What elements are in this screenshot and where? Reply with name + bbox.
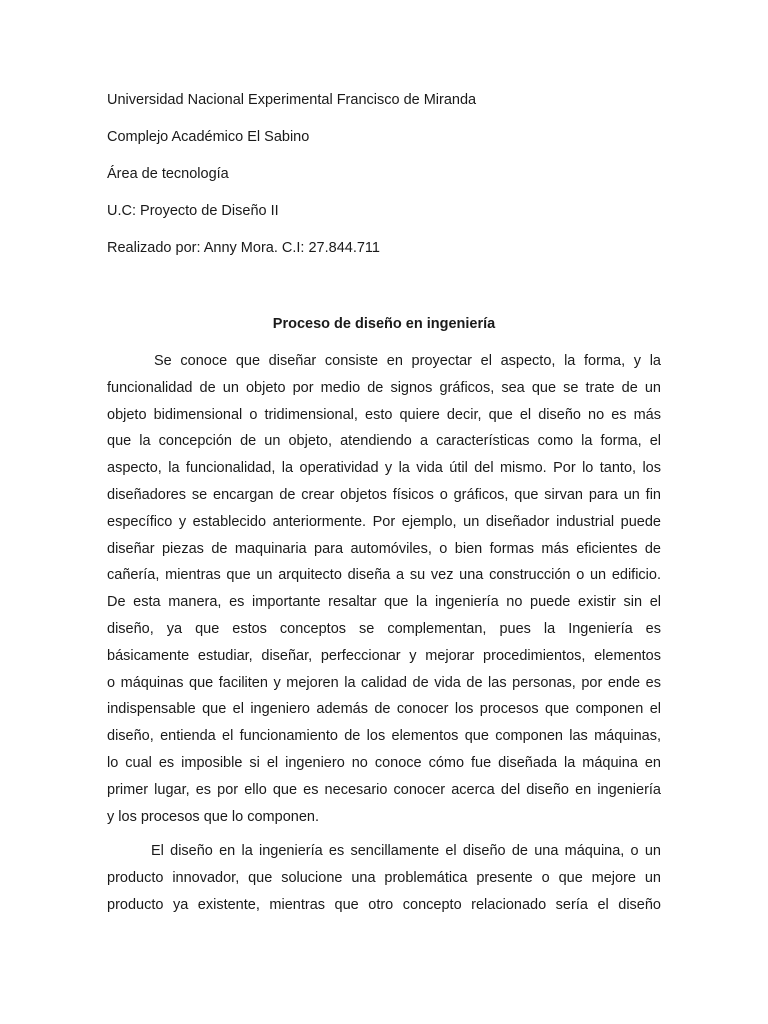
document-header — [107, 90, 667, 275]
academic-complex: Complejo Académico El Sabino — [107, 129, 310, 145]
author-line: Realizado por: Anny Mora. C.I: 27.844.711 — [107, 240, 380, 256]
text-line: específico y establecido anteriormente. Por ejemplo, un diseñador industrial puede — [107, 513, 661, 530]
text-line: producto innovador, que solucione una problemática presente o que mejore un — [107, 870, 661, 887]
text-line: diseñadores se encargan de crear objetos físicos o gráficos, que sirvan para un fin — [107, 486, 661, 503]
paragraph-1 — [107, 348, 661, 830]
text-line: producto ya existente, mientras que otro concepto relacionado sería el diseño — [107, 896, 661, 913]
text-line: que la concepción de un objeto, atendiendo a características como la forma, el — [107, 433, 661, 450]
university-name: Universidad Nacional Experimental Francisco de Miranda — [107, 92, 477, 108]
text-line: cañería, mientras que un arquitecto diseña a su vez una construcción o un edificio. — [107, 567, 661, 584]
text-line: indispensable que el ingeniero además de conocer los procesos que componen el — [107, 701, 661, 718]
text-line: diseño, ya que estos conceptos se complementan, pues la Ingeniería es — [107, 620, 661, 637]
document-body — [107, 348, 661, 927]
text-line: De esta manera, es importante resaltar que la ingeniería no puede existir sin el — [107, 594, 661, 611]
text-line: básicamente estudiar, diseñar, perfeccionar y mejorar procedimientos, elementos — [107, 647, 661, 664]
text-line: funcionalidad de un objeto por medio de signos gráficos, sea que se trate de un — [107, 379, 661, 396]
document-title: Proceso de diseño en ingeniería — [272, 316, 496, 332]
text-line: o máquinas que faciliten y mejoren la calidad de vida de las personas, por ende es — [107, 674, 661, 691]
text-line: y los procesos que lo componen. — [107, 808, 319, 825]
text-line: diseño, entienda el funcionamiento de los elementos que componen las máquinas, — [107, 728, 661, 745]
text-line: diseñar piezas de maquinaria para automóviles, o bien formas más eficientes de — [107, 540, 661, 557]
text-line: Se conoce que diseñar consiste en proyectar el aspecto, la forma, y la — [154, 353, 661, 369]
text-line: objeto bidimensional o tridimensional, esto quiere decir, que el diseño no es más — [107, 406, 661, 423]
course-name: U.C: Proyecto de Diseño II — [107, 203, 279, 219]
text-line: El diseño en la ingeniería es sencillamente el diseño de una máquina, o un — [151, 843, 661, 860]
area-name: Área de tecnología — [107, 166, 229, 182]
text-line: lo cual es imposible si el ingeniero no conoce cómo fue diseñada la máquina en — [107, 754, 661, 771]
text-line: primer lugar, es por ello que es necesario conocer acerca del diseño en ingeniería — [107, 781, 661, 798]
paragraph-2 — [107, 838, 661, 918]
text-line: aspecto, la funcionalidad, la operatividad y la vida útil del mismo. Por lo tanto, los — [107, 460, 661, 477]
